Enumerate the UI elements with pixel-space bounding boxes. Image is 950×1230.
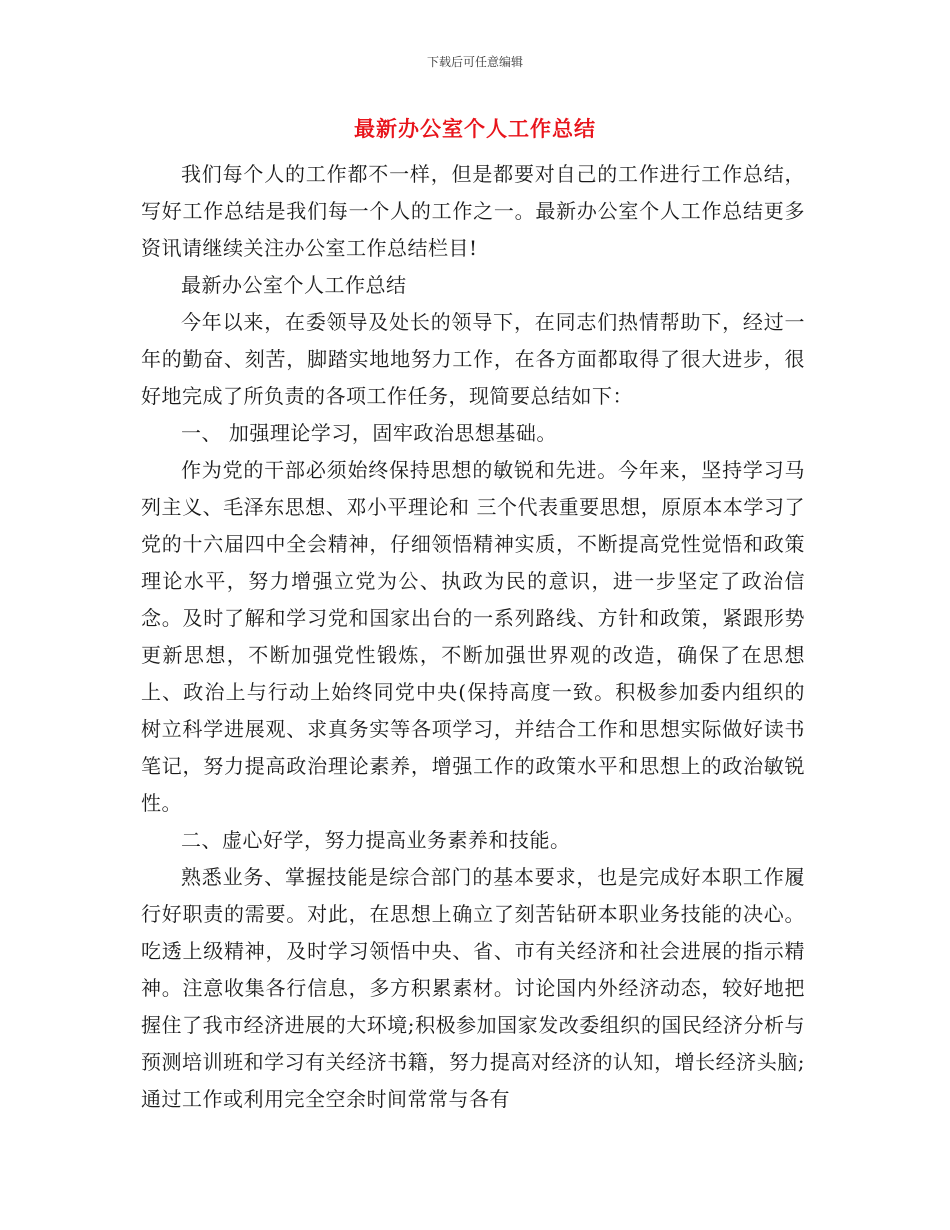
paragraph-section-1: 作为党的干部必须始终保持思想的敏锐和先进。今年来，坚持学习马列主义、毛泽东思想、邓小平理论和 三个代表重要思想，原原本本学习了党的十六届四中全会精神，仔细领悟精神实质，不断提高党性觉悟和政策理论水平，努力增强立党为公、执政为民的意识，进一步坚定了政治信念。及时了解和学习党和国家出台的一系列路线、方针和政策，紧跟形势更新思想，不断加强党性锻炼，不断加强世界观的改造，确保了在思想上、政治上与行动上始终同党中央(保持高度一致。积极参加委内组织的树立科学进展观、求真务实等各项学习，并结合工作和思想实际做好读书笔记，努力提高政治理论素养，增强工作的政策水平和思想上的政治敏锐性。 [141, 458, 805, 815]
document-body [141, 156, 805, 1118]
section-heading-2: 二、虚心好学，努力提高业务素养和技能。 [181, 828, 571, 852]
header-note: 下载后可任意编辑 [426, 55, 523, 69]
paragraph-subtitle: 最新办公室个人工作总结 [181, 273, 407, 297]
paragraph-opening: 今年以来，在委领导及处长的领导下，在同志们热情帮助下，经过一年的勤奋、刻苦，脚踏实地地努力工作，在各方面都取得了很大进步，很好地完成了所负责的各项工作任务，现简要总结如下： [141, 310, 805, 408]
document-title: 最新办公室个人工作总结 [354, 117, 596, 141]
paragraph-intro: 我们每个人的工作都不一样，但是都要对自己的工作进行工作总结，写好工作总结是我们每一个人的工作之一。最新办公室个人工作总结更多资讯请继续关注办公室工作总结栏目! [141, 162, 805, 260]
section-heading-1: 一、 加强理论学习，固牢政治思想基础。 [181, 421, 557, 445]
paragraph-section-2: 熟悉业务、掌握技能是综合部门的基本要求，也是完成好本职工作履行好职责的需要。对此，在思想上确立了刻苦钻研本职业务技能的决心。吃透上级精神，及时学习领悟中央、省、市有关经济和社会进展的指示精神。注意收集各行信息，多方积累素材。讨论国内外经济动态，较好地把握住了我市经济进展的大环境;积极参加国家发改委组织的国民经济分析与预测培训班和学习有关经济书籍，努力提高对经济的认知，增长经济头脑;通过工作或利用完全空余时间常常与各有 [141, 865, 805, 1111]
